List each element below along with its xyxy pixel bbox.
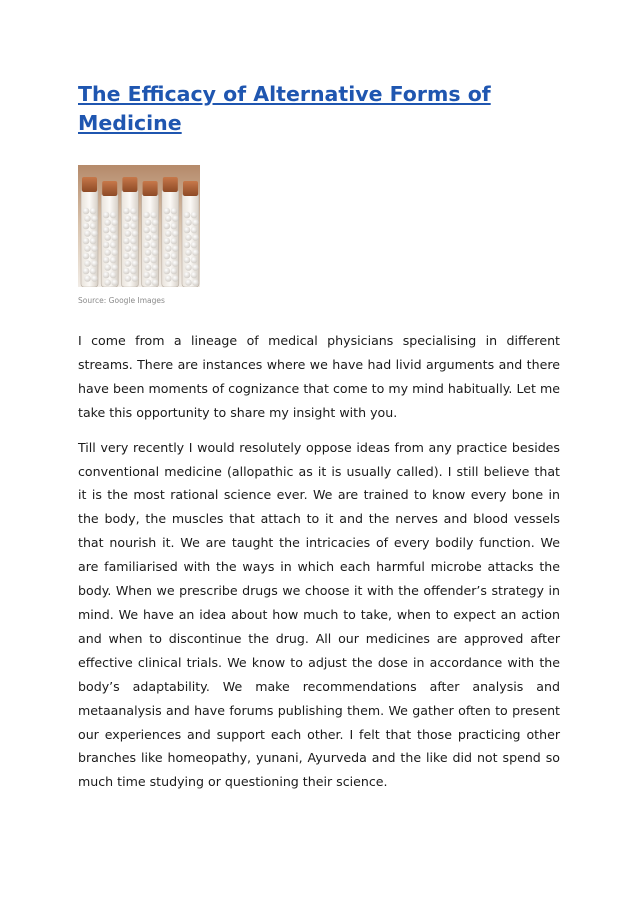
homeopathy-vials-photo bbox=[78, 165, 200, 287]
paragraph-2: Till very recently I would resolutely oppose ideas from any practice besides conventional medicine (allopathic as it is usually called). I still believe that it is the most rational science ever. We are trained to know every bone in the body, the muscles that attach to it and the nerves and blood vessels that nourish it. We are taught the intricacies of every bodily function. We are familiarised with the ways in which each harmful microbe attacks the body. When we prescribe drugs we choose it with the offender’s strategy in mind. We have an idea about how much to take, when to expect an action and when to discontinue the drug. All our medicines are approved after effective clinical trials. We know to adjust the dose in accordance with the body’s adaptability. We make recommendations after analysis and metaanalysis and have forums publishing them. We gather often to present our experiences and support each other. I felt that those practicing other branches like homeopathy, yunani, Ayurveda and the like did not spend so much time studying or questioning their science. bbox=[78, 439, 560, 790]
paragraph-1: I come from a lineage of medical physicians specialising in different streams. There are instances where we have had livid arguments and there have been moments of cognizance that come to my mind habitually. Let me take this opportunity to share my insight with you. bbox=[78, 333, 560, 420]
article-body bbox=[78, 329, 560, 805]
article-title[interactable]: The Efficacy of Alternative Forms of Medicine bbox=[78, 82, 491, 135]
image-source-caption: Source: Google Images bbox=[78, 296, 165, 305]
